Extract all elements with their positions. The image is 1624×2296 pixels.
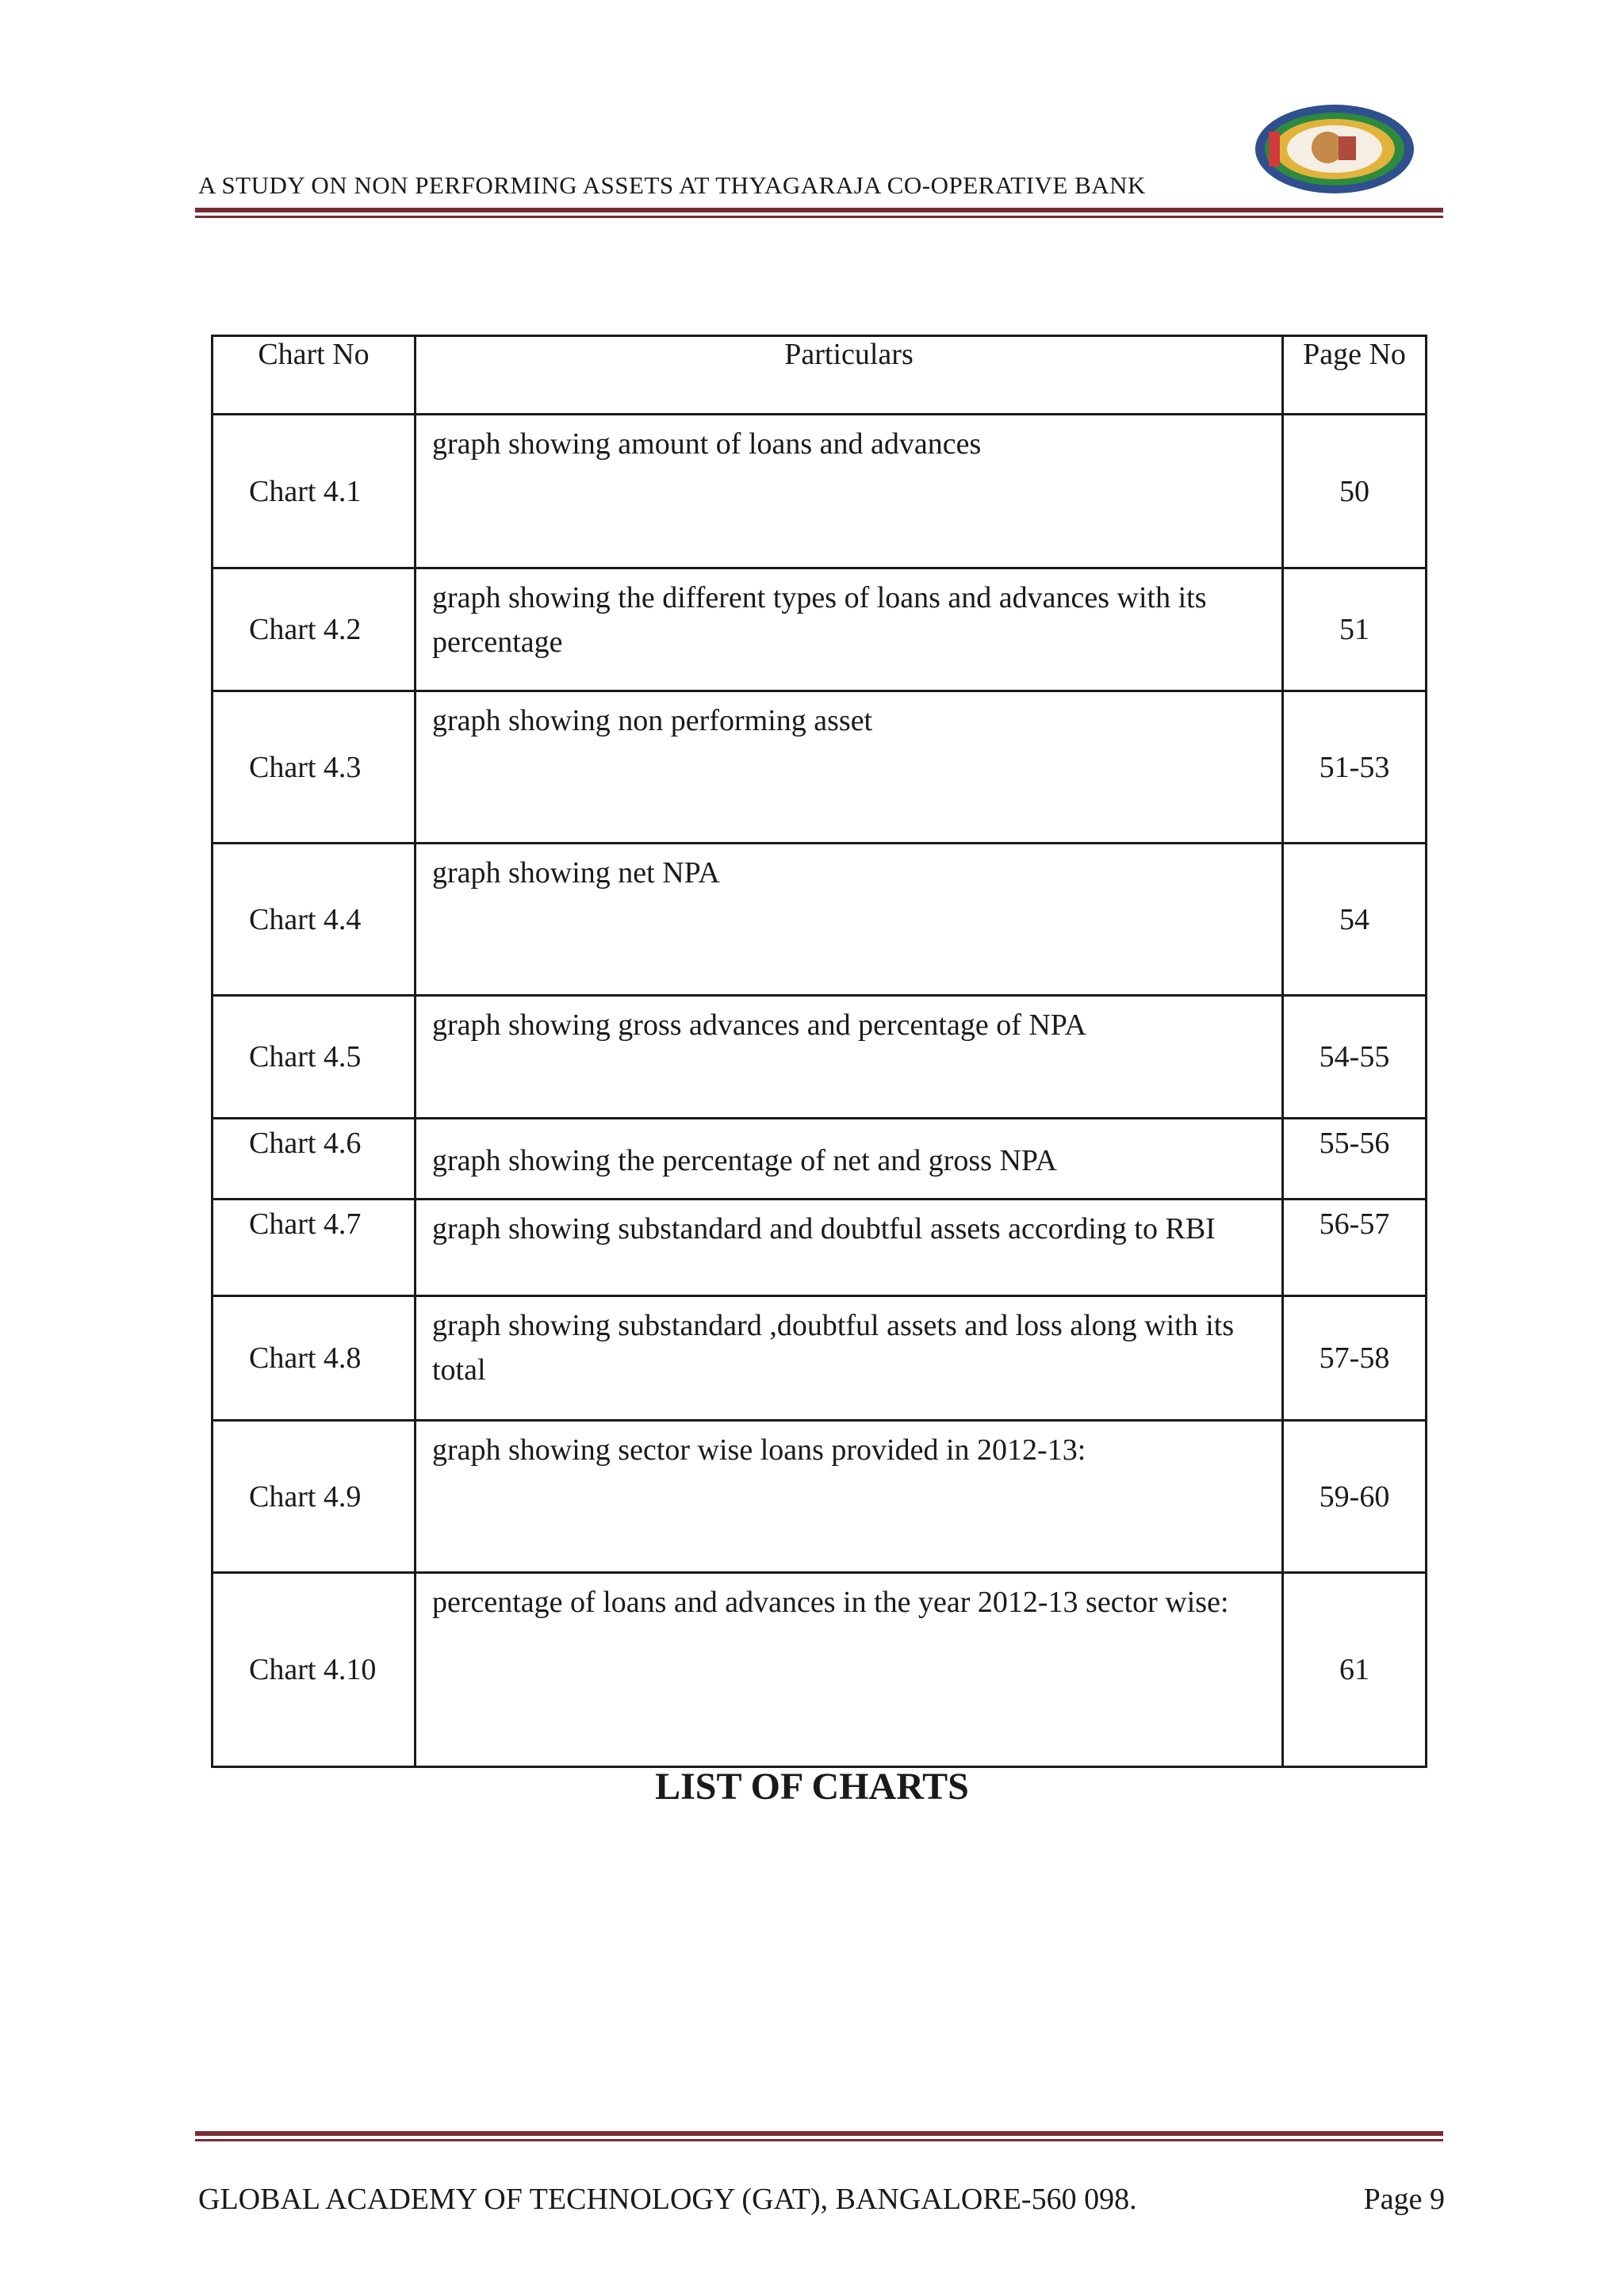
chart-page: 54-55 — [1283, 996, 1427, 1119]
chart-particulars: graph showing net NPA — [416, 844, 1283, 996]
table-row — [213, 1296, 1427, 1421]
chart-page: 59-60 — [1283, 1421, 1427, 1573]
charts-table — [211, 335, 1427, 1768]
chart-page: 51 — [1283, 568, 1427, 691]
table-row — [213, 691, 1427, 844]
chart-number: Chart 4.8 — [213, 1296, 416, 1421]
table-row — [213, 1421, 1427, 1573]
table-row — [213, 568, 1427, 691]
chart-particulars: graph showing substandard and doubtful assets according to RBI — [416, 1200, 1283, 1296]
chart-number: Chart 4.2 — [213, 568, 416, 691]
chart-particulars: graph showing the percentage of net and gross NPA — [416, 1119, 1283, 1200]
table-row — [213, 1200, 1427, 1296]
chart-particulars: graph showing amount of loans and advances — [416, 415, 1283, 568]
table-row — [213, 415, 1427, 568]
chart-particulars: graph showing the different types of loans and advances with its percentage — [416, 568, 1283, 691]
chart-page: 57-58 — [1283, 1296, 1427, 1421]
chart-number: Chart 4.6 — [213, 1119, 416, 1200]
table-row — [213, 996, 1427, 1119]
chart-page: 56-57 — [1283, 1200, 1427, 1296]
bank-logo-icon — [1251, 101, 1418, 197]
footer-rule-thick — [195, 2131, 1443, 2136]
header-rule-thin — [195, 216, 1443, 218]
chart-number: Chart 4.5 — [213, 996, 416, 1119]
chart-number: Chart 4.3 — [213, 691, 416, 844]
chart-number: Chart 4.9 — [213, 1421, 416, 1573]
header-rule-thick — [195, 208, 1443, 212]
chart-particulars: percentage of loans and advances in the year 2012-13 sector wise: — [416, 1573, 1283, 1767]
table-row — [213, 1119, 1427, 1200]
chart-particulars: graph showing substandard ,doubtful assets and loss along with its total — [416, 1296, 1283, 1421]
table-row — [213, 844, 1427, 996]
chart-page: 61 — [1283, 1573, 1427, 1767]
chart-page: 55-56 — [1283, 1119, 1427, 1200]
footer-institution: GLOBAL ACADEMY OF TECHNOLOGY (GAT), BANGALORE-560 098. — [198, 2183, 1137, 2216]
list-title: LIST OF CHARTS — [655, 1766, 969, 1808]
chart-particulars: graph showing gross advances and percentage of NPA — [416, 996, 1283, 1119]
chart-page: 50 — [1283, 415, 1427, 568]
page-number: Page 9 — [1363, 2183, 1445, 2216]
chart-page: 51-53 — [1283, 691, 1427, 844]
table-row — [213, 1573, 1427, 1767]
column-header-particulars: Particulars — [416, 336, 1283, 415]
chart-number: Chart 4.4 — [213, 844, 416, 996]
footer-rule-thin — [195, 2139, 1443, 2141]
table-header-row — [213, 336, 1427, 415]
chart-particulars: graph showing sector wise loans provided in 2012-13: — [416, 1421, 1283, 1573]
header-title: A STUDY ON NON PERFORMING ASSETS AT THYAGARAJA CO-OPERATIVE BANK — [198, 171, 1146, 199]
column-header-chart-no: Chart No — [213, 336, 416, 415]
chart-number: Chart 4.10 — [213, 1573, 416, 1767]
chart-number: Chart 4.1 — [213, 415, 416, 568]
column-header-page-no: Page No — [1283, 336, 1427, 415]
chart-number: Chart 4.7 — [213, 1200, 416, 1296]
chart-particulars: graph showing non performing asset — [416, 691, 1283, 844]
chart-page: 54 — [1283, 844, 1427, 996]
